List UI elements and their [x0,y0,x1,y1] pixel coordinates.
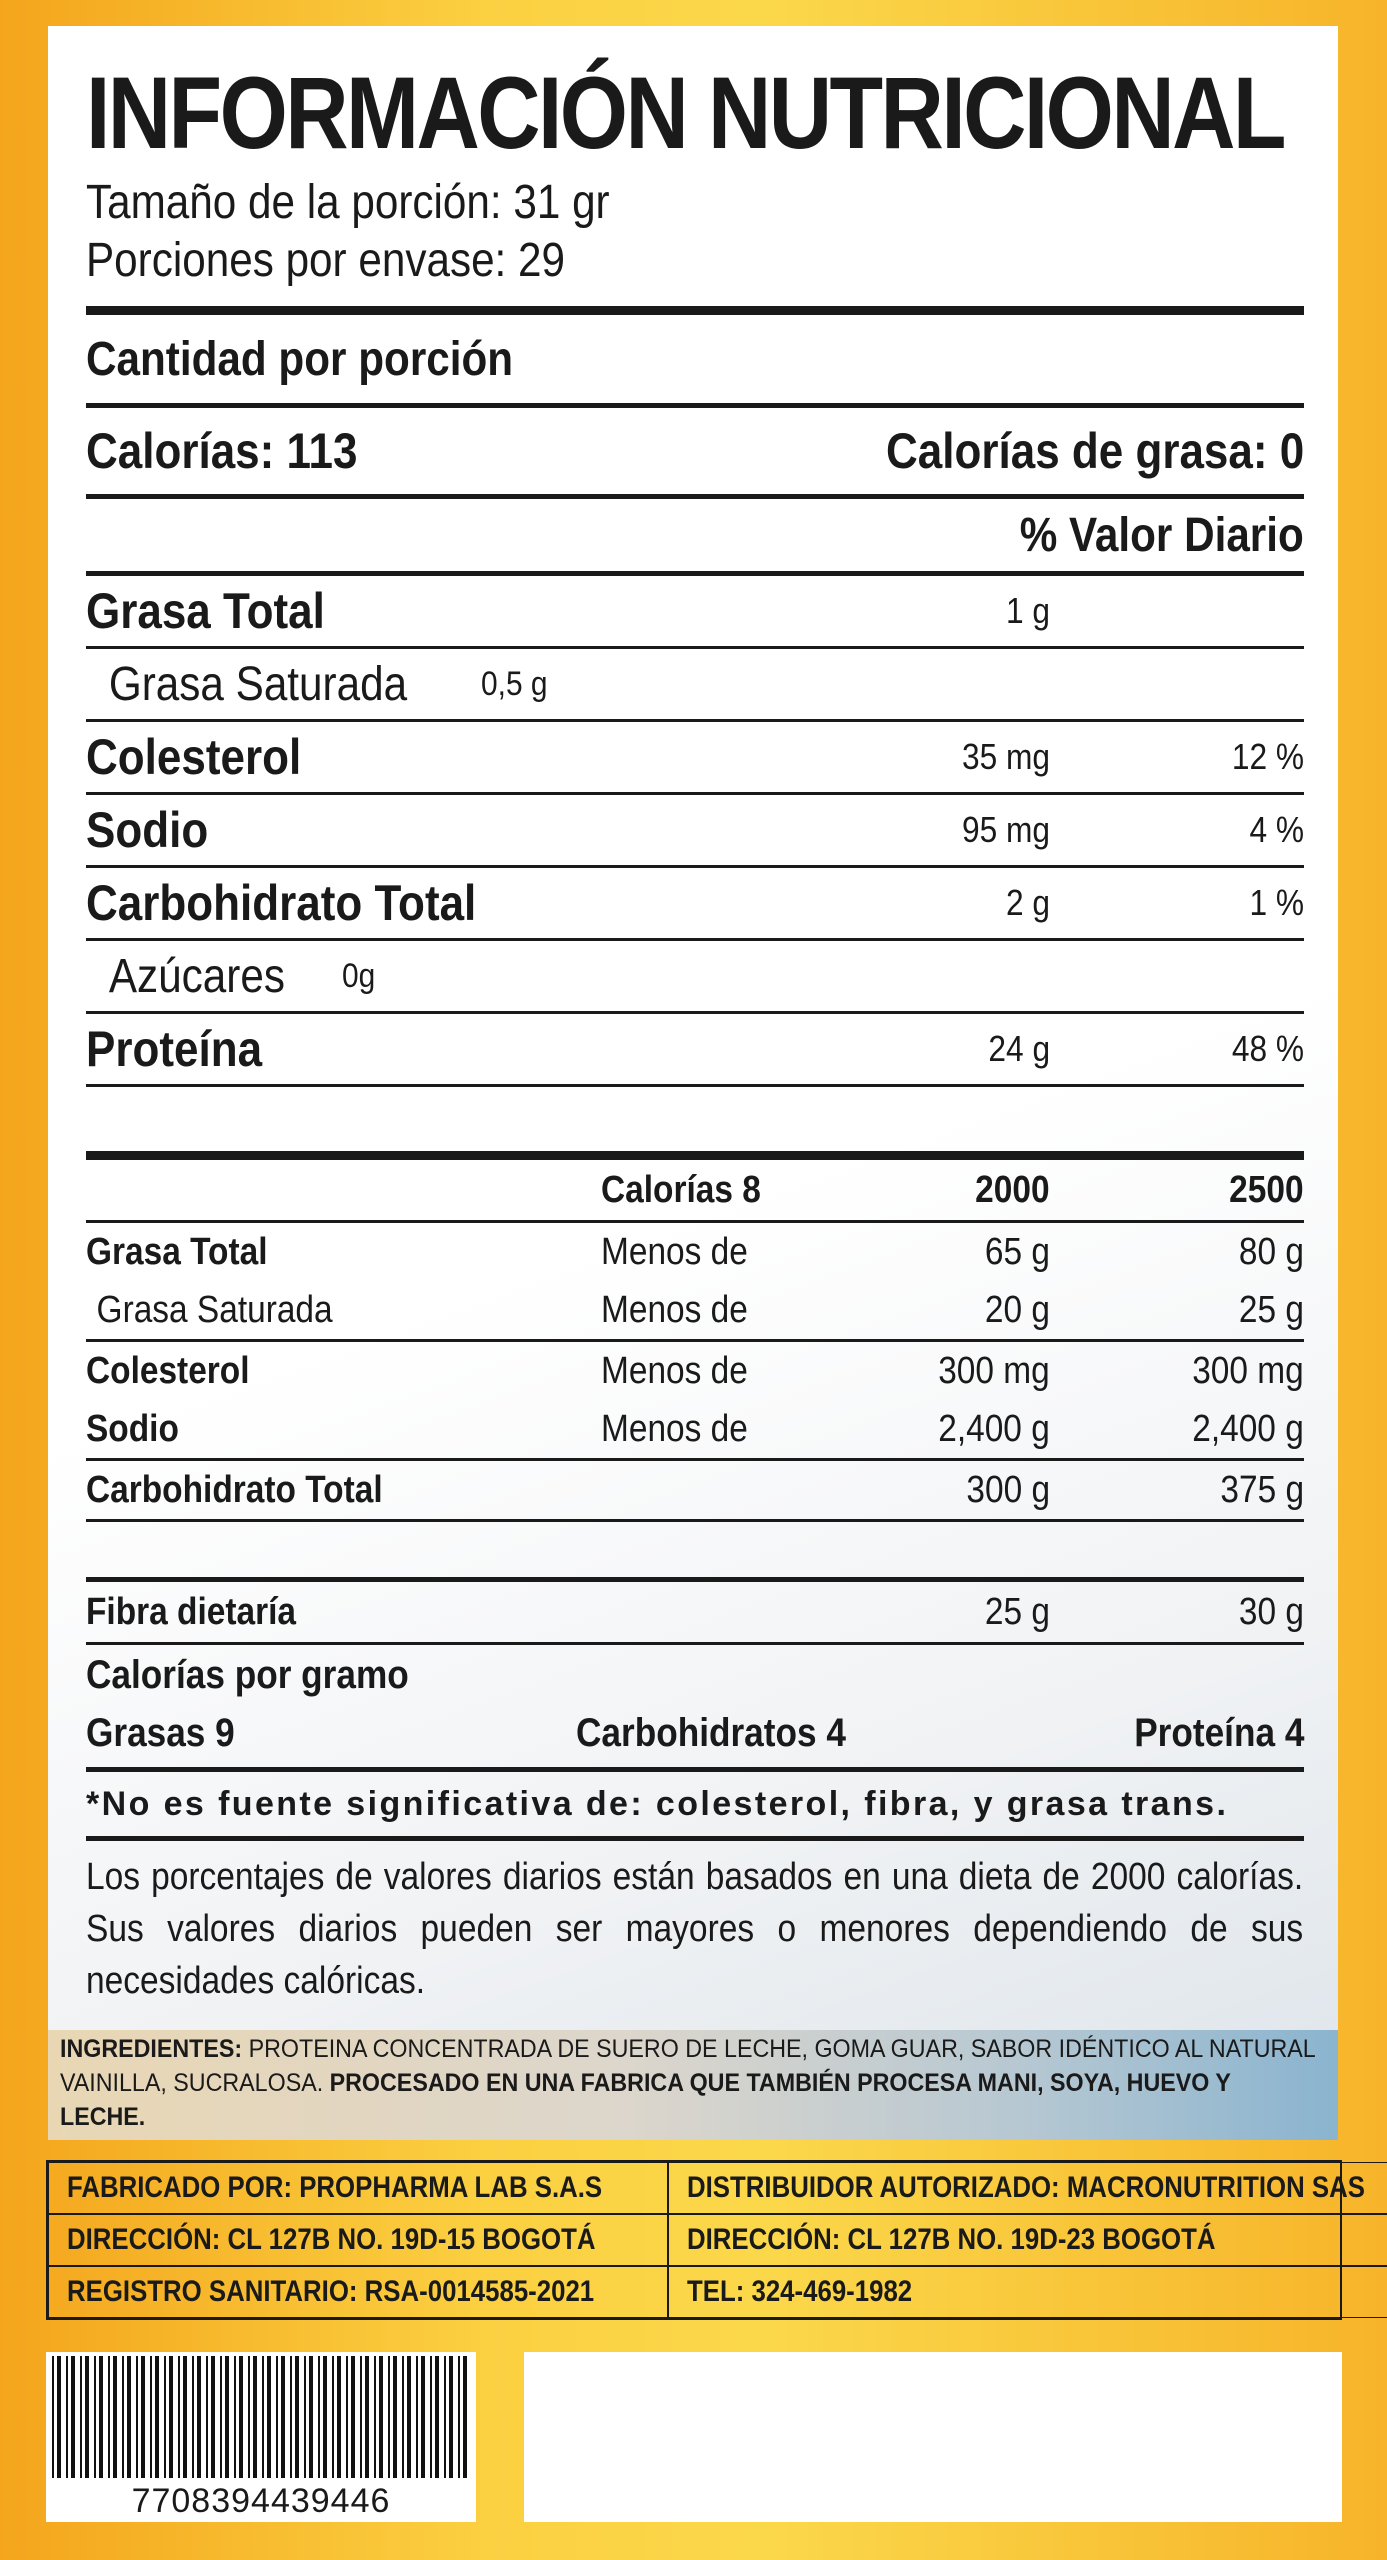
barcode-bar [290,2356,292,2478]
fat-per-gram: Grasas 9 [86,1710,235,1755]
address-left: DIRECCIÓN: CL 127B NO. 19D-15 BOGOTÁ [67,2223,596,2256]
made-by-cell [48,2162,668,2214]
barcode-bar [197,2356,201,2478]
barcode-bar [267,2356,271,2478]
barcode-bar [155,2356,159,2478]
dv-name: Grasa Saturada [96,1288,333,1331]
dv-2000: 20 g [984,1288,1050,1331]
dv-2000: 300 g [966,1468,1050,1511]
barcode-bar [346,2356,348,2478]
barcode-bar [127,2356,131,2478]
barcode-bar [430,2356,432,2478]
dv-2500: 300 mg [1192,1349,1304,1392]
dv-2000: 65 g [984,1230,1050,1273]
barcode-bar [57,2356,61,2478]
registry-cell [48,2266,668,2318]
barcode-bar [211,2356,215,2478]
address-left-cell [48,2214,668,2266]
address-right-cell [668,2214,1387,2266]
barcode-bar [136,2356,138,2478]
barcode-bar [262,2356,264,2478]
barcode-bar [225,2356,229,2478]
dv-2000: 300 mg [938,1349,1050,1392]
daily-value-header: % Valor Diario [1019,508,1304,562]
barcode-bar [295,2356,299,2478]
barcode-bar [80,2356,82,2478]
barcode-bar [444,2356,446,2478]
barcode-number: 7708394439446 [131,2482,391,2520]
barcode-bar [248,2356,250,2478]
nutrient-amount: 1 g [1005,590,1050,631]
nutrient-daily-value: 12 % [1231,736,1304,777]
footnote: *No es fuente significativa de: colesterol, fibra, y grasa trans. [86,1784,1229,1823]
nutrient-amount: 2 g [1005,882,1050,923]
barcode-bar [463,2356,467,2478]
blank-label-area [524,2352,1342,2522]
ingredients [48,2030,1338,2140]
barcode-bar [379,2356,383,2478]
dv-header [86,1160,1304,1220]
dv-limit: Menos de [601,1407,748,1450]
barcode-bar [281,2356,285,2478]
distributor-cell [668,2162,1387,2214]
nutrient-name: Colesterol [86,729,302,785]
nutrient-row [86,1014,1304,1084]
barcode-bar [449,2356,453,2478]
barcode-bar [94,2356,96,2478]
barcode-bar [388,2356,390,2478]
dv-header-calories: Calorías 8 [601,1168,761,1211]
barcode-bar [304,2356,306,2478]
dv-name: Carbohidrato Total [86,1468,383,1511]
address-right: DIRECCIÓN: CL 127B NO. 19D-23 BOGOTÁ [687,2223,1216,2256]
barcode-bar [178,2356,180,2478]
fiber-name: Fibra dietaría [86,1590,297,1633]
serving-info [86,174,1304,290]
barcode-bar [323,2356,327,2478]
barcode-bar [239,2356,243,2478]
dv-2500: 2,400 g [1192,1407,1304,1450]
dv-header-2000: 2000 [975,1168,1050,1211]
manufacturer-table [46,2160,1365,2320]
nutrient-amount: 0g [342,956,376,995]
dv-name: Colesterol [86,1349,250,1392]
barcode-bar [52,2356,54,2478]
nutrient-daily-value: 1 % [1249,882,1304,923]
dv-row [86,1400,1304,1458]
barcode-bar [374,2356,376,2478]
barcode-bars [46,2352,476,2480]
barcode-bar [220,2356,222,2478]
barcode-bar [192,2356,194,2478]
barcode-bar [309,2356,313,2478]
dv-row [86,1281,1304,1339]
ingredients-text: PROTEINA CONCENTRADA DE SUERO DE LECHE, GOMA GUAR, SABOR IDÉNTICO AL NATURAL VAINILLA, SUCRALOSA. [60,2035,1315,2097]
nutrient-row [86,795,1304,865]
dv-row [86,1461,1304,1519]
barcode-bar [122,2356,124,2478]
barcode-bar [253,2356,257,2478]
barcode-bar [206,2356,208,2478]
calories-per-gram-title: Calorías por gramo [86,1652,409,1697]
nutrient-name: Grasa Saturada [108,657,408,711]
dv-name: Grasa Total [86,1230,268,1273]
dv-header-2500: 2500 [1229,1168,1304,1211]
nutrient-name: Proteína [86,1021,263,1077]
barcode-bar [365,2356,369,2478]
page-title: INFORMACIÓN NUTRICIONAL [86,56,1284,170]
dv-limit: Menos de [601,1349,748,1392]
protein-per-gram: Proteína 4 [1133,1710,1304,1755]
barcode-bar [164,2356,166,2478]
nutrient-row [86,868,1304,938]
nutrient-amount: 24 g [988,1028,1050,1069]
nutrient-amount: 35 mg [961,736,1050,777]
dv-row [86,1342,1304,1400]
dv-name: Sodio [86,1407,179,1450]
disclaimer: Los porcentajes de valores diarios están basados en una dieta de 2000 calorías. Sus valores diarios pueden ser mayores o menores dependiendo de sus necesidades calóricas. [86,1856,1304,2002]
fiber-row [86,1582,1304,1642]
calories-from-fat: Calorías de grasa: 0 [885,423,1304,479]
fiber-2000: 25 g [984,1590,1050,1633]
barcode-bar [393,2356,397,2478]
barcode-bar [276,2356,278,2478]
dv-2500: 25 g [1238,1288,1304,1331]
barcode-bar [416,2356,418,2478]
registry: REGISTRO SANITARIO: RSA-0014585-2021 [67,2275,595,2308]
barcode-bar [234,2356,236,2478]
carbs-per-gram: Carbohidratos 4 [576,1710,846,1755]
barcode-bar [332,2356,334,2478]
amount-per-serving: Cantidad por porción [86,332,514,386]
nutrient-name: Sodio [86,802,209,858]
tel-cell [668,2266,1387,2318]
nutrient-row [86,941,1304,1011]
dv-limit: Menos de [601,1288,748,1331]
barcode-bar [169,2356,173,2478]
barcode-bar [99,2356,103,2478]
made-by: FABRICADO POR: PROPHARMA LAB S.A.S [67,2171,603,2204]
barcode-bar [337,2356,341,2478]
barcode-bar [360,2356,362,2478]
nutrient-row [86,649,1304,719]
nutrient-row [86,576,1304,646]
servings-per-container: Porciones por envase: 29 [86,234,566,287]
nutrition-facts [86,40,1304,2007]
serving-size: Tamaño de la porción: 31 gr [86,176,610,229]
nutrient-daily-value: 4 % [1249,809,1304,850]
calories: Calorías: 113 [86,423,358,479]
barcode-bar [402,2356,404,2478]
nutrient-row [86,722,1304,792]
barcode-bar [183,2356,187,2478]
barcode-bar [150,2356,152,2478]
barcode-bar [351,2356,355,2478]
nutrient-amount: 95 mg [961,809,1050,850]
barcode-bar [108,2356,110,2478]
nutrient-list [86,576,1304,1087]
dv-2500: 80 g [1238,1230,1304,1273]
nutrient-name: Grasa Total [86,583,325,639]
nutrient-name: Azúcares [108,949,285,1003]
nutrient-name: Carbohidrato Total [86,875,477,931]
barcode-bar [458,2356,460,2478]
telephone: TEL: 324-469-1982 [687,2275,913,2308]
nutrient-daily-value: 48 % [1231,1028,1304,1069]
barcode-bar [141,2356,145,2478]
barcode [46,2352,476,2522]
barcode-bar [318,2356,320,2478]
barcode-bar [407,2356,411,2478]
dv-row [86,1223,1304,1281]
barcode-bar [85,2356,89,2478]
distributor: DISTRIBUIDOR AUTORIZADO: MACRONUTRITION SAS [687,2171,1365,2204]
ingredients-label: INGREDIENTES: [60,2035,243,2063]
dv-2500: 375 g [1220,1468,1304,1511]
barcode-bar [421,2356,425,2478]
allergen-warning: PROCESADO EN UNA FABRICA QUE TAMBIÉN PROCESA MANI, SOYA, HUEVO Y LECHE. [60,2069,1231,2131]
barcode-bar [113,2356,117,2478]
fiber-2500: 30 g [1238,1590,1304,1633]
barcode-bar [71,2356,75,2478]
barcode-bar [435,2356,439,2478]
nutrient-amount: 0,5 g [480,664,548,703]
dv-limit: Menos de [601,1230,748,1273]
dv-table [86,1223,1304,1522]
dv-2000: 2,400 g [938,1407,1050,1450]
barcode-bar [66,2356,68,2478]
